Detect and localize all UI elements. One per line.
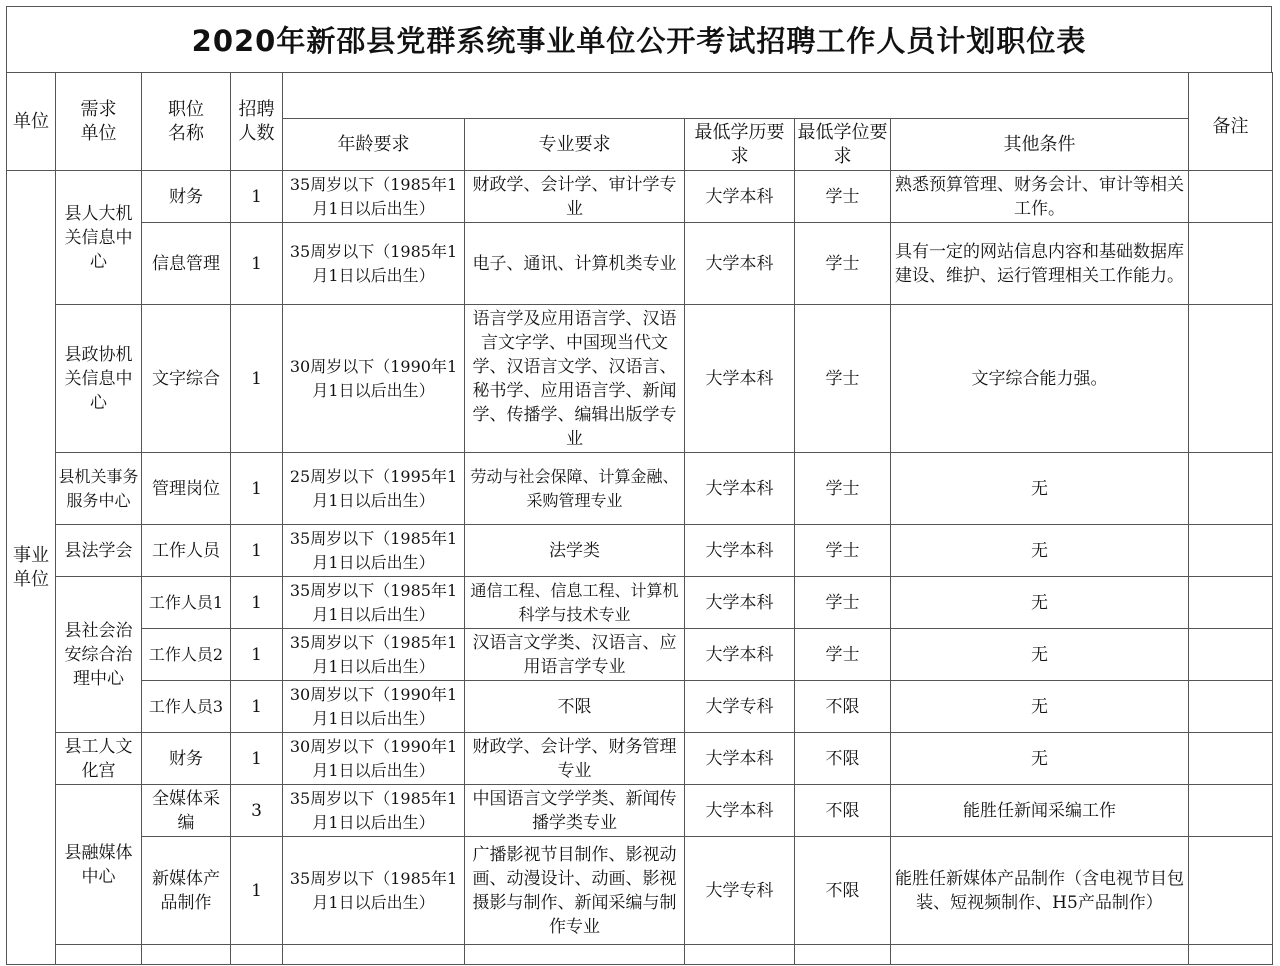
count-cell: 1	[231, 577, 283, 629]
other-cell: 无	[891, 733, 1189, 785]
header-dept-line1: 需求	[80, 98, 117, 120]
remark-cell	[1189, 525, 1273, 577]
remark-cell	[1189, 577, 1273, 629]
title-bar	[6, 6, 1272, 72]
remark-cell	[1189, 733, 1273, 785]
empty-cell	[142, 945, 231, 965]
major-cell: 中国语言文学学类、新闻传播学类专业	[465, 785, 685, 837]
header-position-line2: 名称	[168, 122, 204, 144]
dept-cell: 县法学会	[56, 525, 142, 577]
edu-cell: 大学本科	[685, 453, 795, 525]
table-row	[7, 577, 1273, 629]
header-dept	[56, 73, 142, 171]
age-cell: 25周岁以下（1995年1月1日以后出生）	[283, 453, 465, 525]
count-cell: 1	[231, 453, 283, 525]
count-cell: 1	[231, 681, 283, 733]
table-row	[7, 629, 1273, 681]
dept-cell: 县机关事务服务中心	[56, 453, 142, 525]
major-cell: 不限	[465, 681, 685, 733]
unit-type-cell: 事业单位	[7, 171, 56, 965]
remark-cell	[1189, 785, 1273, 837]
edu-cell: 大学本科	[685, 171, 795, 223]
position-cell: 工作人员1	[142, 577, 231, 629]
other-cell: 无	[891, 525, 1189, 577]
age-cell: 35周岁以下（1985年1月1日以后出生）	[283, 171, 465, 223]
age-cell: 35周岁以下（1985年1月1日以后出生）	[283, 629, 465, 681]
dept-cell: 县工人文化宫	[56, 733, 142, 785]
edu-cell: 大学本科	[685, 305, 795, 453]
other-cell: 无	[891, 577, 1189, 629]
table-row	[7, 785, 1273, 837]
major-cell: 法学类	[465, 525, 685, 577]
table-row	[7, 305, 1273, 453]
degree-cell: 不限	[795, 785, 891, 837]
major-cell: 通信工程、信息工程、计算机科学与技术专业	[465, 577, 685, 629]
dept-cell: 县社会治安综合治理中心	[56, 577, 142, 733]
table-row	[7, 681, 1273, 733]
age-cell: 30周岁以下（1990年1月1日以后出生）	[283, 733, 465, 785]
header-dept-line2: 单位	[80, 122, 117, 144]
major-cell: 财政学、会计学、审计学专业	[465, 171, 685, 223]
count-cell: 3	[231, 785, 283, 837]
count-cell: 1	[231, 629, 283, 681]
header-age: 年龄要求	[283, 119, 465, 171]
other-cell: 无	[891, 629, 1189, 681]
position-cell: 管理岗位	[142, 453, 231, 525]
other-cell: 具有一定的网站信息内容和基础数据库建设、维护、运行管理相关工作能力。	[891, 223, 1189, 305]
empty-cell	[685, 945, 795, 965]
age-cell: 35周岁以下（1985年1月1日以后出生）	[283, 577, 465, 629]
table-row	[7, 223, 1273, 305]
count-cell: 1	[231, 305, 283, 453]
degree-cell: 学士	[795, 305, 891, 453]
header-count-line1: 招聘	[238, 98, 275, 120]
degree-cell: 学士	[795, 577, 891, 629]
edu-cell: 大学本科	[685, 223, 795, 305]
remark-cell	[1189, 837, 1273, 945]
position-cell: 工作人员2	[142, 629, 231, 681]
header-count	[231, 73, 283, 171]
position-cell: 工作人员	[142, 525, 231, 577]
header-degree: 最低学位要求	[795, 119, 891, 171]
other-cell: 无	[891, 681, 1189, 733]
major-cell: 劳动与社会保障、计算金融、采购管理专业	[465, 453, 685, 525]
dept-cell: 县融媒体中心	[56, 785, 142, 945]
age-cell: 30周岁以下（1990年1月1日以后出生）	[283, 681, 465, 733]
major-cell: 广播影视节目制作、影视动画、动漫设计、动画、影视摄影与制作、新闻采编与制作专业	[465, 837, 685, 945]
header-blank	[283, 73, 1189, 119]
degree-cell: 学士	[795, 525, 891, 577]
header-edu: 最低学历要求	[685, 119, 795, 171]
other-cell: 能胜任新媒体产品制作（含电视节目包装、短视频制作、H5产品制作）	[891, 837, 1189, 945]
position-cell: 财务	[142, 171, 231, 223]
remark-cell	[1189, 171, 1273, 223]
empty-cell	[56, 945, 142, 965]
header-position	[142, 73, 231, 171]
age-cell: 35周岁以下（1985年1月1日以后出生）	[283, 785, 465, 837]
position-cell: 新媒体产品制作	[142, 837, 231, 945]
count-cell: 1	[231, 171, 283, 223]
degree-cell: 学士	[795, 629, 891, 681]
remark-cell	[1189, 223, 1273, 305]
table-row	[7, 837, 1273, 945]
position-cell: 财务	[142, 733, 231, 785]
position-cell: 工作人员3	[142, 681, 231, 733]
header-position-line1: 职位	[168, 98, 204, 120]
other-cell: 无	[891, 453, 1189, 525]
edu-cell: 大学本科	[685, 785, 795, 837]
position-cell: 文字综合	[142, 305, 231, 453]
header-major: 专业要求	[465, 119, 685, 171]
header-row	[7, 73, 1273, 119]
degree-cell: 学士	[795, 171, 891, 223]
count-cell: 1	[231, 525, 283, 577]
page-title: 2020年新邵县党群系统事业单位公开考试招聘工作人员计划职位表	[191, 24, 1087, 58]
age-cell: 35周岁以下（1985年1月1日以后出生）	[283, 525, 465, 577]
position-cell: 全媒体采编	[142, 785, 231, 837]
major-cell: 财政学、会计学、财务管理专业	[465, 733, 685, 785]
header-remark: 备注	[1189, 73, 1273, 171]
table-row	[7, 171, 1273, 223]
edu-cell: 大学专科	[685, 681, 795, 733]
header-count-line2: 人数	[238, 122, 275, 144]
degree-cell: 学士	[795, 453, 891, 525]
major-cell: 汉语言文学类、汉语言、应用语言学专业	[465, 629, 685, 681]
remark-cell	[1189, 453, 1273, 525]
remark-cell	[1189, 681, 1273, 733]
edu-cell: 大学本科	[685, 629, 795, 681]
age-cell: 35周岁以下（1985年1月1日以后出生）	[283, 223, 465, 305]
other-cell: 能胜任新闻采编工作	[891, 785, 1189, 837]
degree-cell: 学士	[795, 223, 891, 305]
dept-cell: 县政协机关信息中心	[56, 305, 142, 453]
degree-cell: 不限	[795, 837, 891, 945]
empty-cell	[465, 945, 685, 965]
degree-cell: 不限	[795, 681, 891, 733]
other-cell: 熟悉预算管理、财务会计、审计等相关工作。	[891, 171, 1189, 223]
table-row	[7, 525, 1273, 577]
position-cell: 信息管理	[142, 223, 231, 305]
major-cell: 语言学及应用语言学、汉语言文字学、中国现当代文学、汉语言文学、汉语言、秘书学、应用语言学、新闻学、传播学、编辑出版学专业	[465, 305, 685, 453]
age-cell: 30周岁以下（1990年1月1日以后出生）	[283, 305, 465, 453]
header-unit: 单位	[7, 73, 56, 171]
remark-cell	[1189, 629, 1273, 681]
table-row	[7, 733, 1273, 785]
table-row	[7, 453, 1273, 525]
dept-cell: 县人大机关信息中心	[56, 171, 142, 305]
edu-cell: 大学本科	[685, 733, 795, 785]
edu-cell: 大学本科	[685, 577, 795, 629]
major-cell: 电子、通讯、计算机类专业	[465, 223, 685, 305]
recruitment-table	[6, 72, 1273, 965]
count-cell: 1	[231, 223, 283, 305]
other-cell: 文字综合能力强。	[891, 305, 1189, 453]
table-row-empty	[7, 945, 1273, 965]
count-cell: 1	[231, 733, 283, 785]
remark-cell	[1189, 305, 1273, 453]
count-cell: 1	[231, 837, 283, 945]
degree-cell: 不限	[795, 733, 891, 785]
edu-cell: 大学本科	[685, 525, 795, 577]
edu-cell: 大学专科	[685, 837, 795, 945]
empty-cell	[283, 945, 465, 965]
empty-cell	[891, 945, 1189, 965]
header-other: 其他条件	[891, 119, 1189, 171]
empty-cell	[1189, 945, 1273, 965]
age-cell: 35周岁以下（1985年1月1日以后出生）	[283, 837, 465, 945]
empty-cell	[231, 945, 283, 965]
empty-cell	[795, 945, 891, 965]
